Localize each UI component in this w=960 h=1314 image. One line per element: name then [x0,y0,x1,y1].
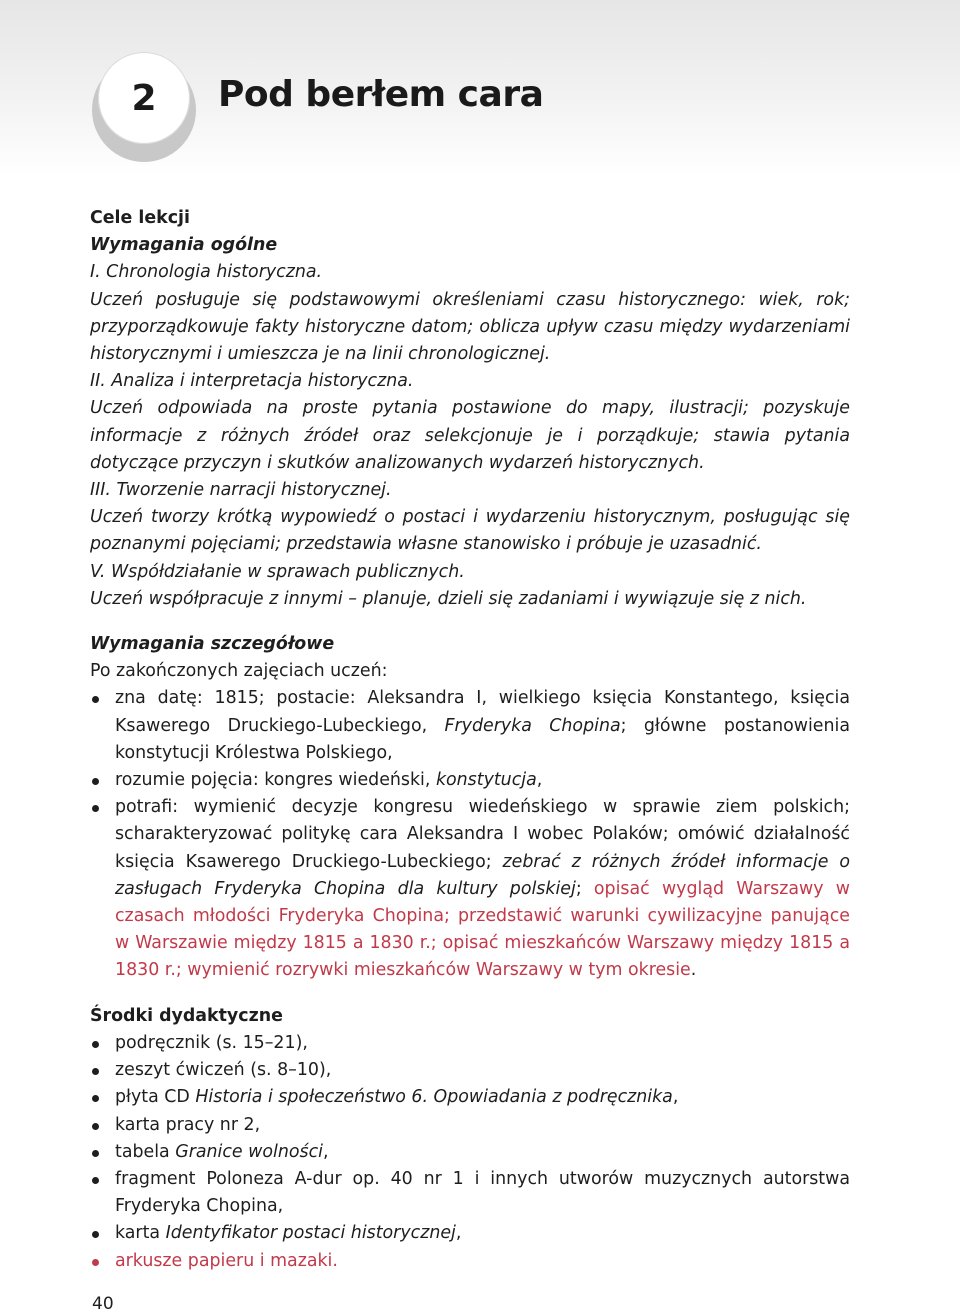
srodki-list [90,1030,850,1275]
list-item: fragment Poloneza A-dur op. 40 nr 1 i innych utworów muzycznych autorstwa Fryderyka Chopina, [90,1166,850,1220]
req-3-heading: III. Tworzenie narracji historycznej. [90,480,392,501]
szczegolowe-title: Wymagania szczegółowe [90,634,335,655]
list-item: zeszyt ćwiczeń (s. 8–10), [90,1057,850,1084]
cele-title: Cele lekcji [90,208,190,228]
wymagania-ogolne-title: Wymagania ogólne [90,235,278,256]
req-1-text: Uczeń posługuje się podstawowymi określeniami czasu historycznego: wiek, rok; przyporządkowuje fakty historyczne datom; oblicza upływ czasu między wydarzeniami historycznymi i umieszcza je na linii chronologicznej. [90,289,850,365]
srodki-title: Środki dydaktyczne [90,1005,283,1026]
chapter-number: 2 [131,77,157,119]
req-3-text: Uczeń tworzy krótką wypowiedź o postaci i wydarzeniu historycznym, posługując się poznanymi pojęciami; przedstawia własne stanowisko i próbuje je uzasadnić. [90,507,850,555]
szczegolowe-list [90,685,850,984]
szczegolowe-intro: Po zakończonych zajęciach uczeń: [90,661,388,682]
req-5-heading: V. Współdziałanie w sprawach publicznych. [90,561,465,582]
list-item: rozumie pojęcia: kongres wiedeński, konstytucja, [90,767,850,794]
list-item: tabela Granice wolności, [90,1139,850,1166]
req-2-heading: II. Analiza i interpretacja historyczna. [90,371,414,392]
req-5-text: Uczeń współpracuje z innymi – planuje, dzieli się zadaniami i wywiązuje się z nich. [90,588,807,609]
list-item: podręcznik (s. 15–21), [90,1030,850,1057]
req-2-text: Uczeń odpowiada na proste pytania postawione do mapy, ilustracji; pozyskuje informacje z różnych źródeł oraz selekcjonuje je i porządkuje; stawia pytania dotyczące przyczyn i skutków analizowanych wydarzeń historycznych. [90,398,850,473]
chapter-number-badge [98,52,190,144]
list-item: płyta CD Historia i społeczeństwo 6. Opowiadania z podręcznika, [90,1084,850,1111]
req-1-heading: I. Chronologia historyczna. [90,262,323,283]
list-item: karta Identyfikator postaci historycznej, [90,1220,850,1247]
list-item: potrafi: wymienić decyzje kongresu wiedeńskiego w sprawie ziem polskich; scharakteryzować politykę cara Aleksandra I wobec Polaków; omówić działalność księcia Ksawerego Druckiego-Lubeckiego; zebrać z różnych źródeł informacje o zasługach Fryderyka Chopina dla kultury polskiej; opisać wygląd Warszawy w czasach młodości Fryderyka Chopina; przedstawić warunki cywilizacyjne panujące w Warszawie między 1815 a 1830 r.; opisać mieszkańców Warszawy między 1815 a 1830 r.; wymienić rozrywki mieszkańców Warszawy w tym okresie. [90,794,850,984]
list-item: arkusze papieru i mazaki. [90,1248,850,1275]
list-item: karta pracy nr 2, [90,1112,850,1139]
lesson-content [90,205,850,1275]
list-item: zna datę: 1815; postacie: Aleksandra I, wielkiego księcia Konstantego, księcia Ksawerego Druckiego-Lubeckiego, Fryderyka Chopina; główne postanowienia konstytucji Królestwa Polskiego, [90,685,850,767]
chapter-title: Pod berłem cara [218,74,544,115]
page-number: 40 [92,1294,114,1314]
